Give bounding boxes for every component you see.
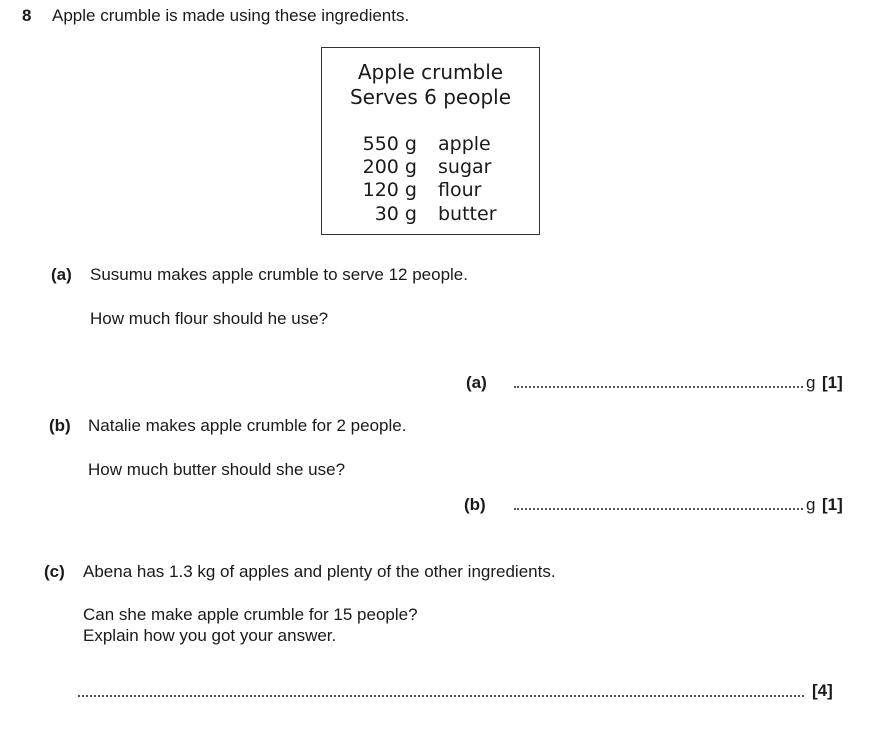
part-a-label: (a)	[51, 265, 72, 284]
part-a-text: Susumu makes apple crumble to serve 12 people.	[90, 265, 468, 284]
ingredient-quantity: 120 g	[362, 179, 417, 201]
part-c-label: (c)	[44, 562, 65, 581]
ingredient-quantity: 550 g	[362, 133, 417, 155]
part-c-question-line-2: Explain how you got your answer.	[83, 626, 337, 645]
part-c-marks: [4]	[812, 681, 833, 700]
ingredient-quantity: 200 g	[362, 156, 417, 178]
ingredient-row	[322, 179, 541, 202]
part-a-answer-line[interactable]	[514, 386, 803, 388]
recipe-subtitle: Serves 6 people	[349, 85, 511, 109]
ingredient-row	[322, 156, 541, 179]
part-b-marks: [1]	[822, 495, 843, 514]
ingredient-name: apple	[438, 133, 491, 155]
part-c-text: Abena has 1.3 kg of apples and plenty of the other ingredients.	[83, 562, 556, 581]
ingredient-quantity: 30 g	[374, 203, 417, 225]
question-intro: Apple crumble is made using these ingredients.	[52, 6, 410, 25]
ingredient-name: flour	[438, 179, 482, 201]
ingredient-row	[322, 133, 541, 156]
part-b-unit: g	[806, 495, 816, 514]
ingredient-row	[322, 203, 541, 226]
recipe-box	[321, 47, 540, 235]
ingredient-name: butter	[438, 203, 497, 225]
part-b-text: Natalie makes apple crumble for 2 people.	[88, 416, 407, 435]
part-b-label: (b)	[49, 416, 71, 435]
recipe-title: Apple crumble	[357, 60, 504, 84]
question-number: 8	[22, 6, 32, 25]
part-a-question: How much flour should he use?	[90, 309, 329, 328]
part-b-question: How much butter should she use?	[88, 460, 346, 479]
ingredient-name: sugar	[438, 156, 492, 178]
part-a-marks: [1]	[822, 373, 843, 392]
part-a-unit: g	[806, 373, 816, 392]
part-c-answer-line[interactable]	[78, 695, 804, 697]
part-b-answer-label: (b)	[464, 495, 486, 514]
part-a-answer-label: (a)	[466, 373, 487, 392]
part-c-question-line-1: Can she make apple crumble for 15 people?	[83, 605, 418, 624]
part-b-answer-line[interactable]	[514, 508, 803, 510]
